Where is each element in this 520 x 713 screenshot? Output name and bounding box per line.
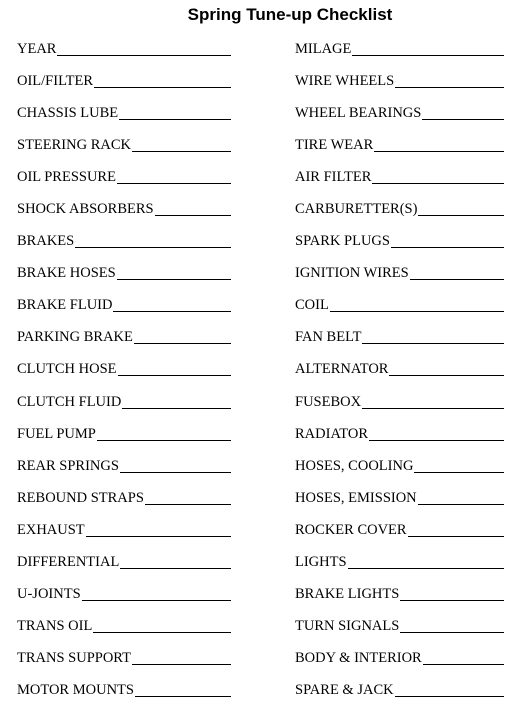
checklist-row [295,521,505,553]
fill-in-line [369,425,504,441]
checklist-row [295,585,505,617]
checklist-row [17,425,232,457]
checklist-row [295,681,505,713]
fill-in-line [120,457,231,473]
item-label: BRAKE LIGHTS [295,585,400,602]
fill-in-line [118,360,232,376]
checklist-row [295,200,505,232]
fill-in-line [362,328,504,344]
checklist-row [17,489,232,521]
fill-in-line [119,104,231,120]
checklist-row [295,40,505,72]
fill-in-line [135,681,231,697]
item-label: SPARK PLUGS [295,233,390,250]
checklist-row [17,360,232,392]
fill-in-line [113,296,231,312]
checklist-row [17,232,232,264]
item-label: U-JOINTS [17,585,81,602]
fill-in-line [132,649,231,665]
checklist-row [295,168,505,200]
item-label: SHOCK ABSORBERS [17,201,154,218]
checklist-row [17,296,232,328]
item-label: IGNITION WIRES [295,265,409,282]
fill-in-line [117,168,231,184]
item-label: BRAKES [17,233,75,250]
checklist-row [17,617,232,649]
item-label: DIFFERENTIAL [17,553,120,570]
checklist-row [295,136,505,168]
fill-in-line [93,617,231,633]
item-label: HOSES, EMISSION [295,489,417,506]
checklist-row [295,104,505,136]
checklist-row [295,72,505,104]
item-label: WIRE WHEELS [295,73,395,90]
fill-in-line [400,617,504,633]
fill-in-line [395,681,504,697]
fill-in-line [422,104,504,120]
checklist-row [295,553,505,585]
item-label: BRAKE FLUID [17,297,113,314]
fill-in-line [330,296,504,312]
fill-in-line [155,200,231,216]
fill-in-line [86,521,231,537]
item-label: FUEL PUMP [17,425,96,442]
item-label: CLUTCH HOSE [17,361,117,378]
item-label: BRAKE HOSES [17,265,116,282]
checklist-row [295,360,505,392]
item-label: TIRE WEAR [295,137,374,154]
fill-in-line [97,425,231,441]
fill-in-line [117,264,231,280]
item-label: FAN BELT [295,329,362,346]
checklist-row [295,328,505,360]
item-label: OIL PRESSURE [17,169,116,186]
checklist-row [17,393,232,425]
item-label: FUSEBOX [295,393,362,410]
item-label: STEERING RACK [17,137,131,154]
item-label: SPARE & JACK [295,681,394,698]
item-label: YEAR [17,41,57,57]
item-label: COIL [295,297,329,314]
checklist-row [295,393,505,425]
checklist-row [295,232,505,264]
checklist-title: Spring Tune-up Checklist [187,5,393,24]
checklist-row [295,264,505,296]
item-label: MOTOR MOUNTS [17,681,134,698]
checklist-row [17,649,232,681]
fill-in-line [94,72,231,88]
checklist-row [17,521,232,553]
checklist-row [17,40,232,72]
item-label: MILAGE [295,41,352,57]
fill-in-line [418,200,504,216]
fill-in-line [391,232,504,248]
fill-in-line [410,264,504,280]
fill-in-line [145,489,231,505]
fill-in-line [395,72,504,88]
item-label: TRANS OIL [17,617,93,634]
item-label: PARKING BRAKE [17,329,133,346]
fill-in-line [389,360,504,376]
item-label: LIGHTS [295,553,347,570]
item-label: RADIATOR [295,425,369,442]
checklist-row [17,328,232,360]
item-label: OIL/FILTER [17,73,93,90]
fill-in-line [372,168,504,184]
checklist-row [17,104,232,136]
item-label: CARBURETTER(S) [295,201,418,218]
right-column [295,40,505,713]
checklist-row [295,649,505,681]
fill-in-line [400,585,504,601]
checklist-row [295,425,505,457]
checklist-row [17,585,232,617]
checklist-row [17,457,232,489]
item-label: CLUTCH FLUID [17,393,122,410]
fill-in-line [57,40,231,56]
checklist-row [17,264,232,296]
checklist-row [295,296,505,328]
item-label: CHASSIS LUBE [17,105,119,122]
checklist-row [295,489,505,521]
item-label: BODY & INTERIOR [295,649,422,666]
fill-in-line [418,489,504,505]
fill-in-line [120,553,231,569]
item-label: TURN SIGNALS [295,617,400,634]
checklist-row [17,136,232,168]
fill-in-line [122,393,231,409]
left-column [17,40,232,713]
item-label: HOSES, COOLING [295,457,414,474]
fill-in-line [362,393,504,409]
fill-in-line [82,585,231,601]
checklist-row [17,681,232,713]
fill-in-line [348,553,504,569]
fill-in-line [408,521,504,537]
fill-in-line [132,136,231,152]
fill-in-line [134,328,231,344]
checklist-row [295,457,505,489]
checklist-row [17,553,232,585]
fill-in-line [423,649,504,665]
item-label: AIR FILTER [295,169,372,186]
item-label: ROCKER COVER [295,521,407,538]
fill-in-line [352,40,504,56]
checklist-row [17,72,232,104]
fill-in-line [374,136,504,152]
checklist-row [17,200,232,232]
item-label: TRANS SUPPORT [17,649,131,666]
fill-in-line [75,232,231,248]
item-label: EXHAUST [17,521,85,538]
checklist-row [295,617,505,649]
item-label: ALTERNATOR [295,361,389,378]
checklist-row [17,168,232,200]
item-label: WHEEL BEARINGS [295,105,422,122]
item-label: REBOUND STRAPS [17,489,144,506]
item-label: REAR SPRINGS [17,457,119,474]
fill-in-line [414,457,504,473]
